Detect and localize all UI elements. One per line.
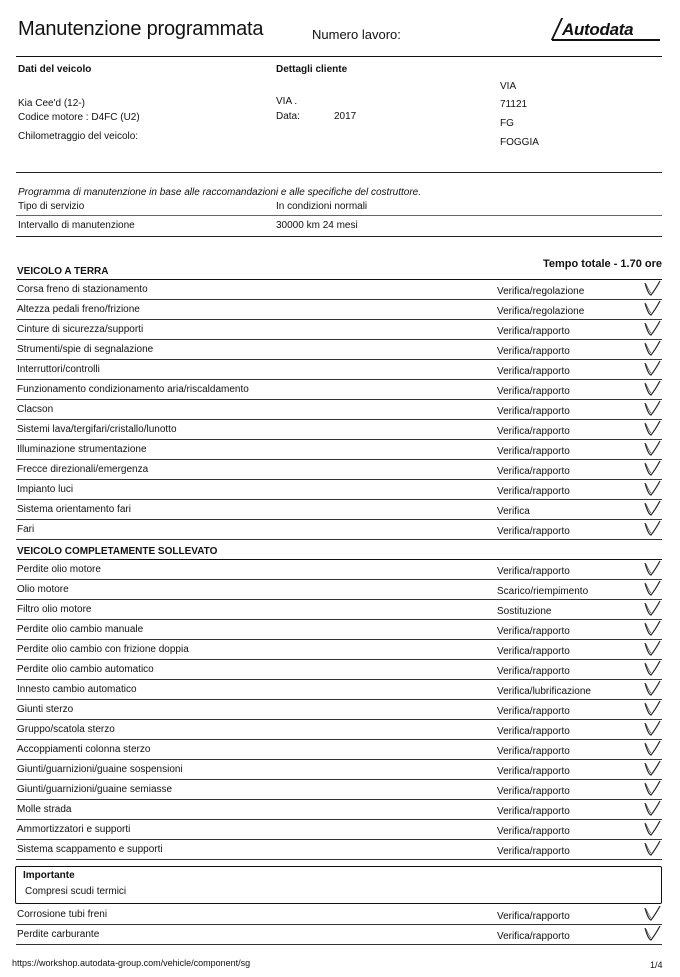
interval-value: 30000 km 24 mesi	[276, 220, 358, 231]
item-action: Verifica	[497, 506, 530, 517]
checkmark-icon	[643, 680, 661, 698]
header-divider	[16, 56, 662, 57]
item-label: Sistema orientamento fari	[17, 504, 131, 515]
item-label: Sistema scappamento e supporti	[17, 844, 163, 855]
checkmark-icon	[643, 320, 661, 338]
program-divider-2	[16, 236, 662, 237]
checkmark-icon	[643, 380, 661, 398]
checkmark-icon	[643, 740, 661, 758]
item-label: Accoppiamenti colonna sterzo	[17, 744, 151, 755]
important-text: Compresi scudi termici	[25, 886, 127, 897]
item-label: Ammortizzatori e supporti	[17, 824, 131, 835]
checklist-row	[16, 840, 662, 860]
item-action: Verifica/rapporto	[497, 486, 570, 497]
checkmark-icon	[643, 640, 661, 658]
checklist-row	[16, 905, 662, 925]
item-label: Olio motore	[17, 584, 69, 595]
customer-cap: 71121	[500, 99, 528, 110]
total-time: Tempo totale - 1.70 ore	[543, 258, 662, 270]
item-action: Verifica/rapporto	[497, 931, 570, 942]
item-action: Verifica/rapporto	[497, 846, 570, 857]
checklist-row	[16, 600, 662, 620]
program-divider-1	[16, 215, 662, 216]
item-label: Molle strada	[17, 804, 72, 815]
item-label: Impianto luci	[17, 484, 74, 495]
item-label: Perdite olio cambio manuale	[17, 624, 144, 635]
item-label: Corrosione tubi freni	[17, 909, 108, 920]
item-label: Perdite olio cambio automatico	[17, 664, 154, 675]
item-action: Verifica/rapporto	[497, 426, 570, 437]
item-action: Verifica/rapporto	[497, 366, 570, 377]
checkmark-icon	[643, 760, 661, 778]
item-label: Sistemi lava/tergifari/cristallo/lunotto	[17, 424, 177, 435]
checklist-row	[16, 400, 662, 420]
item-action: Verifica/rapporto	[497, 406, 570, 417]
checkmark-icon	[643, 480, 661, 498]
item-label: Innesto cambio automatico	[17, 684, 137, 695]
service-type-label: Tipo di servizio	[18, 201, 85, 212]
checkmark-icon	[643, 780, 661, 798]
mileage-label: Chilometraggio del veicolo:	[18, 131, 139, 142]
customer-province: FG	[500, 118, 514, 129]
checklist-row	[16, 420, 662, 440]
checklist-row	[16, 640, 662, 660]
vehicle-engine-code: Codice motore : D4FC (U2)	[18, 112, 140, 123]
item-action: Verifica/rapporto	[497, 566, 570, 577]
item-label: Perdite carburante	[17, 929, 100, 940]
item-action: Verifica/rapporto	[497, 786, 570, 797]
item-action: Verifica/rapporto	[497, 726, 570, 737]
item-label: Perdite olio motore	[17, 564, 101, 575]
checkmark-icon	[643, 440, 661, 458]
customer-address-line: VIA	[500, 81, 517, 92]
checklist-row	[16, 925, 662, 945]
item-label: Frecce direzionali/emergenza	[17, 464, 149, 475]
item-label: Fari	[17, 524, 35, 535]
item-action: Verifica/rapporto	[497, 806, 570, 817]
checklist-row	[16, 500, 662, 520]
vehicle-section-label: Dati del veicolo	[18, 64, 92, 75]
vehicle-divider	[16, 172, 662, 173]
item-label: Interruttori/controlli	[17, 364, 100, 375]
job-number-label: Numero lavoro:	[312, 27, 401, 42]
item-action: Verifica/regolazione	[497, 286, 585, 297]
checklist-row	[16, 460, 662, 480]
checkmark-icon	[643, 580, 661, 598]
checkmark-icon	[643, 720, 661, 738]
checklist-row	[16, 380, 662, 400]
checklist-row	[16, 360, 662, 380]
date-value: 2017	[334, 111, 357, 122]
item-action: Verifica/rapporto	[497, 326, 570, 337]
item-action: Scarico/riempimento	[497, 586, 589, 597]
item-action: Verifica/rapporto	[497, 826, 570, 837]
interval-label: Intervallo di manutenzione	[18, 220, 135, 231]
checklist-row	[16, 620, 662, 640]
checkmark-icon	[643, 700, 661, 718]
item-label: Giunti/guarnizioni/guaine semiasse	[17, 784, 173, 795]
important-box	[15, 866, 662, 904]
checklist-row	[16, 740, 662, 760]
section-heading: VEICOLO COMPLETAMENTE SOLLEVATO	[17, 546, 218, 557]
checklist-row	[16, 660, 662, 680]
item-label: Gruppo/scatola sterzo	[17, 724, 115, 735]
item-action: Sostituzione	[497, 606, 552, 617]
item-label: Giunti/guarnizioni/guaine sospensioni	[17, 764, 183, 775]
checklist-row	[16, 680, 662, 700]
checkmark-icon	[643, 820, 661, 838]
checkmark-icon	[643, 360, 661, 378]
item-action: Verifica/regolazione	[497, 306, 585, 317]
item-label: Clacson	[17, 404, 54, 415]
section-heading: VEICOLO A TERRA	[17, 266, 109, 277]
vehicle-model: Kia Cee'd (12-)	[18, 98, 85, 109]
autodata-logo: Autodata	[562, 20, 633, 40]
checklist-row	[16, 560, 662, 580]
item-action: Verifica/rapporto	[497, 706, 570, 717]
checkmark-icon	[643, 420, 661, 438]
item-label: Illuminazione strumentazione	[17, 444, 147, 455]
checklist-row	[16, 480, 662, 500]
checklist-row	[16, 300, 662, 320]
item-action: Verifica/rapporto	[497, 766, 570, 777]
checkmark-icon	[643, 840, 661, 858]
checklist-row	[16, 820, 662, 840]
item-label: Perdite olio cambio con frizione doppia	[17, 644, 189, 655]
checklist-row	[16, 720, 662, 740]
item-label: Filtro olio motore	[17, 604, 92, 615]
customer-street: VIA .	[276, 96, 298, 107]
footer-url: https://workshop.autodata-group.com/vehicle/component/sg	[12, 958, 251, 968]
item-action: Verifica/rapporto	[497, 526, 570, 537]
item-action: Verifica/rapporto	[497, 626, 570, 637]
item-label: Altezza pedali freno/frizione	[17, 304, 140, 315]
checklist-row	[16, 580, 662, 600]
item-label: Cinture di sicurezza/supporti	[17, 324, 144, 335]
item-action: Verifica/rapporto	[497, 346, 570, 357]
checkmark-icon	[643, 300, 661, 318]
checklist-row	[16, 760, 662, 780]
item-action: Verifica/rapporto	[497, 666, 570, 677]
checkmark-icon	[643, 400, 661, 418]
checkmark-icon	[643, 460, 661, 478]
date-label: Data:	[276, 111, 300, 122]
checklist-row	[16, 340, 662, 360]
checklist-row	[16, 700, 662, 720]
service-type-value: In condizioni normali	[276, 201, 368, 212]
checkmark-icon	[643, 905, 661, 923]
item-label: Strumenti/spie di segnalazione	[17, 344, 154, 355]
item-action: Verifica/rapporto	[497, 446, 570, 457]
item-action: Verifica/rapporto	[497, 911, 570, 922]
item-action: Verifica/lubrificazione	[497, 686, 591, 697]
checkmark-icon	[643, 280, 661, 298]
important-title: Importante	[23, 870, 75, 881]
checklist-row	[16, 280, 662, 300]
item-action: Verifica/rapporto	[497, 466, 570, 477]
checkmark-icon	[643, 600, 661, 618]
item-action: Verifica/rapporto	[497, 646, 570, 657]
checklist-row	[16, 440, 662, 460]
checklist-row	[16, 320, 662, 340]
item-label: Giunti sterzo	[17, 704, 74, 715]
checkmark-icon	[643, 925, 661, 943]
item-action: Verifica/rapporto	[497, 746, 570, 757]
checkmark-icon	[643, 660, 661, 678]
page-title: Manutenzione programmata	[18, 18, 264, 40]
item-action: Verifica/rapporto	[497, 386, 570, 397]
page-number: 1/4	[650, 960, 663, 970]
item-label: Corsa freno di stazionamento	[17, 284, 148, 295]
checklist-row	[16, 780, 662, 800]
checkmark-icon	[643, 560, 661, 578]
checkmark-icon	[643, 500, 661, 518]
checkmark-icon	[643, 800, 661, 818]
checklist-row	[16, 520, 662, 540]
customer-section-label: Dettagli cliente	[276, 64, 348, 75]
checklist-row	[16, 800, 662, 820]
customer-city: FOGGIA	[500, 137, 539, 148]
item-label: Funzionamento condizionamento aria/riscaldamento	[17, 384, 249, 395]
checkmark-icon	[643, 340, 661, 358]
program-note: Programma di manutenzione in base alle raccomandazioni e alle specifiche del costruttore.	[18, 187, 421, 198]
checkmark-icon	[643, 520, 661, 538]
checkmark-icon	[643, 620, 661, 638]
